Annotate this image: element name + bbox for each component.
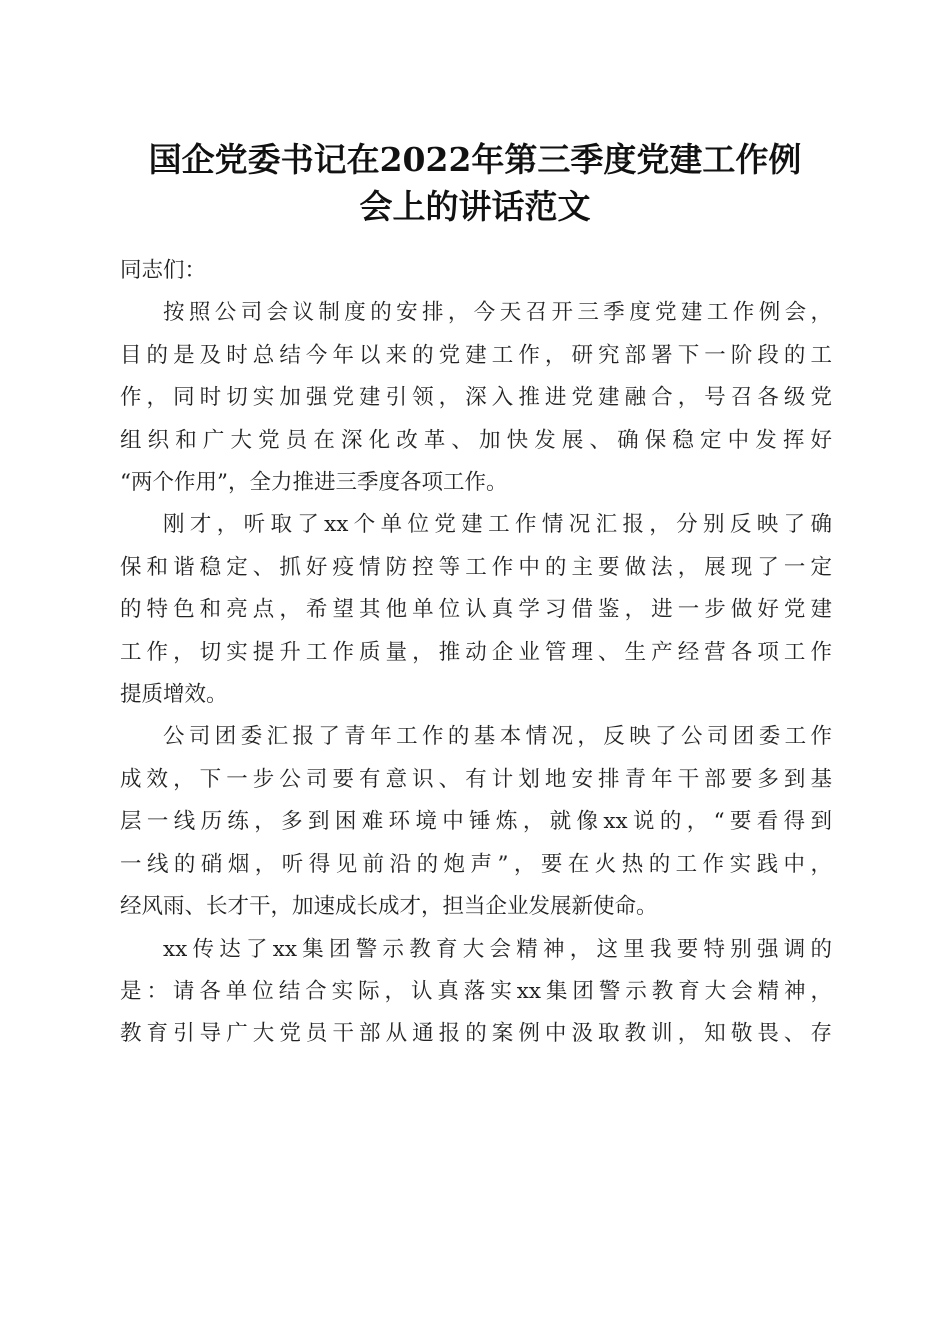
salutation: 同志们： (120, 258, 207, 283)
paragraph-2 (120, 504, 832, 716)
paragraph-line: 作，同时切实加强党建引领，深入推进党建融合，号召各级党 (120, 385, 832, 411)
paragraph-line: 工作，切实提升工作质量，推动企业管理、生产经营各项工作 (120, 639, 832, 665)
paragraph-line: 一线的硝烟，听得见前沿的炮声”，要在火热的工作实践中， (120, 851, 832, 877)
paragraph-line: 教育引导广大党员干部从通报的案例中汲取教训，知敬畏、存 (120, 1021, 832, 1047)
paragraph-line: xx传达了xx集团警示教育大会精神，这里我要特别强调的 (163, 936, 832, 962)
paragraph-line: 组织和广大党员在深化改革、加快发展、确保稳定中发挥好 (120, 427, 832, 453)
title-line: 国企党委书记在2022年第三季度党建工作例 (148, 140, 802, 179)
paragraph-line: 层一线历练，多到困难环境中锤炼，就像xx说的，“要看得到 (120, 809, 832, 835)
document-title (120, 136, 830, 230)
paragraph-line: 公司团委汇报了青年工作的基本情况，反映了公司团委工作 (163, 724, 832, 750)
paragraph-3 (120, 716, 832, 928)
paragraph-line: “两个作用”，全力推进三季度各项工作。 (120, 470, 508, 496)
paragraph-line: 提质增效。 (120, 682, 228, 708)
title-line: 会上的讲话范文 (359, 187, 591, 226)
paragraph-line: 成效，下一步公司要有意识、有计划地安排青年干部要多到基 (120, 766, 832, 792)
paragraph-line: 按照公司会议制度的安排，今天召开三季度党建工作例会， (163, 300, 832, 326)
paragraph-line: 刚才，听取了xx个单位党建工作情况汇报，分别反映了确 (163, 512, 832, 538)
paragraph-line: 的特色和亮点，希望其他单位认真学习借鉴，进一步做好党建 (120, 597, 832, 623)
paragraph-line: 目的是及时总结今年以来的党建工作，研究部署下一阶段的工 (120, 342, 832, 368)
paragraph-line: 是：请各单位结合实际，认真落实xx集团警示教育大会精神， (120, 978, 832, 1004)
paragraph-4 (120, 929, 832, 1056)
paragraph-1 (120, 292, 832, 504)
document-body (120, 250, 832, 1056)
paragraph-line: 保和谐稳定、抓好疫情防控等工作中的主要做法，展现了一定 (120, 554, 832, 580)
paragraph-line: 经风雨、长才干，加速成长成才，担当企业发展新使命。 (120, 894, 658, 920)
